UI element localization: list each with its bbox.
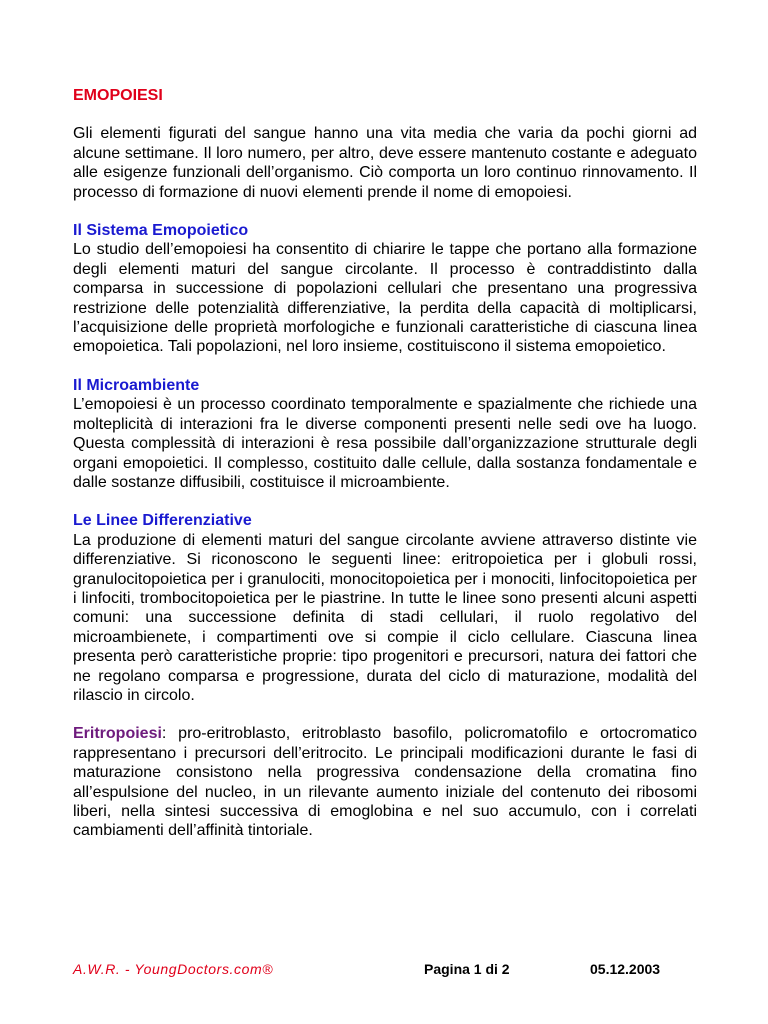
- section-heading: Le Linee Differenziative: [73, 512, 252, 530]
- section-heading: Il Microambiente: [73, 376, 200, 394]
- intro-paragraph: Gli elementi figurati del sangue hanno una vita media che varia da pochi giorni ad alcune settimane. Il loro numero, per altro, deve essere mantenuto costante e adeguato alle esigenze funzionali dell’organismo. Ciò comporta un loro continuo rinnovamento. Il processo di formazione di nuovi elementi prende il nome di emopoiesi.: [73, 125, 697, 201]
- document-title: EMOPOIESI: [73, 87, 163, 104]
- section-microambiente: [73, 376, 697, 492]
- eritropoiesi-body: : pro-eritroblasto, eritroblasto basofilo, policromatofilo e ortocromatico rappresentano i precursori dell’eritrocito. Le principali modificazioni durante le fasi di maturazione consistono nella progressiva condensazione della cromatina fino all’espulsione del nucleo, in un rilevante aumento iniziale del contenuto dei ribosomi liberi, nella sintesi successiva di emoglobina e nel suo accumulo, con i correlati cambiamenti dell’affinità tintoriale.: [73, 725, 697, 840]
- section-sistema-emopoietico: [73, 221, 697, 357]
- section-body: La produzione di elementi maturi del sangue circolante avviene attraverso distinte vie differenziative. Si riconoscono le seguenti linee: eritropoietica per i globuli rossi, granulocitopoietica per i granulociti, monocitopoietica per i monociti, linfocitopoietica per i linfociti, trombocitopoietica per le piastrine. In tutte le linee sono presenti alcuni aspetti comuni: una successione definita di stadi cellulari, il ruolo regolativo del microambienete, i compartimenti ove si compie il ciclo cellulare. Ciascuna linea presenta però caratteristiche proprie: tipo progenitori e precursori, natura dei fattori che ne regolano comparsa e progressione, durata del ciclo di maturazione, modalità del rilascio in circolo.: [73, 531, 697, 704]
- section-body: Lo studio dell’emopoiesi ha consentito di chiarire le tappe che portano alla formazione degli elementi maturi del sangue circolante. Il processo è contraddistinto dalla comparsa in successione di popolazioni cellulari che presentano una progressiva restrizione delle potenzialità differenziative, la perdita della capacità di moltiplicarsi, l’acquisizione delle proprietà morfologiche e funzionali caratteristiche di ciascuna linea emopoietica. Tali popolazioni, nel loro insieme, costituiscono il sistema emopoietico.: [73, 241, 697, 356]
- eritropoiesi-term: Eritropoiesi: [73, 725, 162, 743]
- section-heading: Il Sistema Emopoietico: [73, 222, 249, 240]
- document-page: [73, 86, 697, 860]
- footer-brand: A.W.R. - YoungDoctors.com®: [73, 961, 274, 977]
- footer-page-number: Pagina 1 di 2: [424, 961, 510, 977]
- eritropoiesi-paragraph: [73, 724, 697, 840]
- footer-date: 05.12.2003: [590, 961, 661, 977]
- section-linee-differenziative: [73, 511, 697, 705]
- section-body: L’emopoiesi è un processo coordinato temporalmente e spazialmente che richiede una molteplicità di interazioni fra le diverse componenti presenti nelle sedi ove ha luogo. Questa complessità di interazioni è resa possibile dall’organizzazione strutturale degli organi emopoietici. Il complesso, costituito dalle cellule, dalla sostanza fondamentale e dalle sostanze diffusibili, costituisce il microambiente.: [73, 396, 697, 491]
